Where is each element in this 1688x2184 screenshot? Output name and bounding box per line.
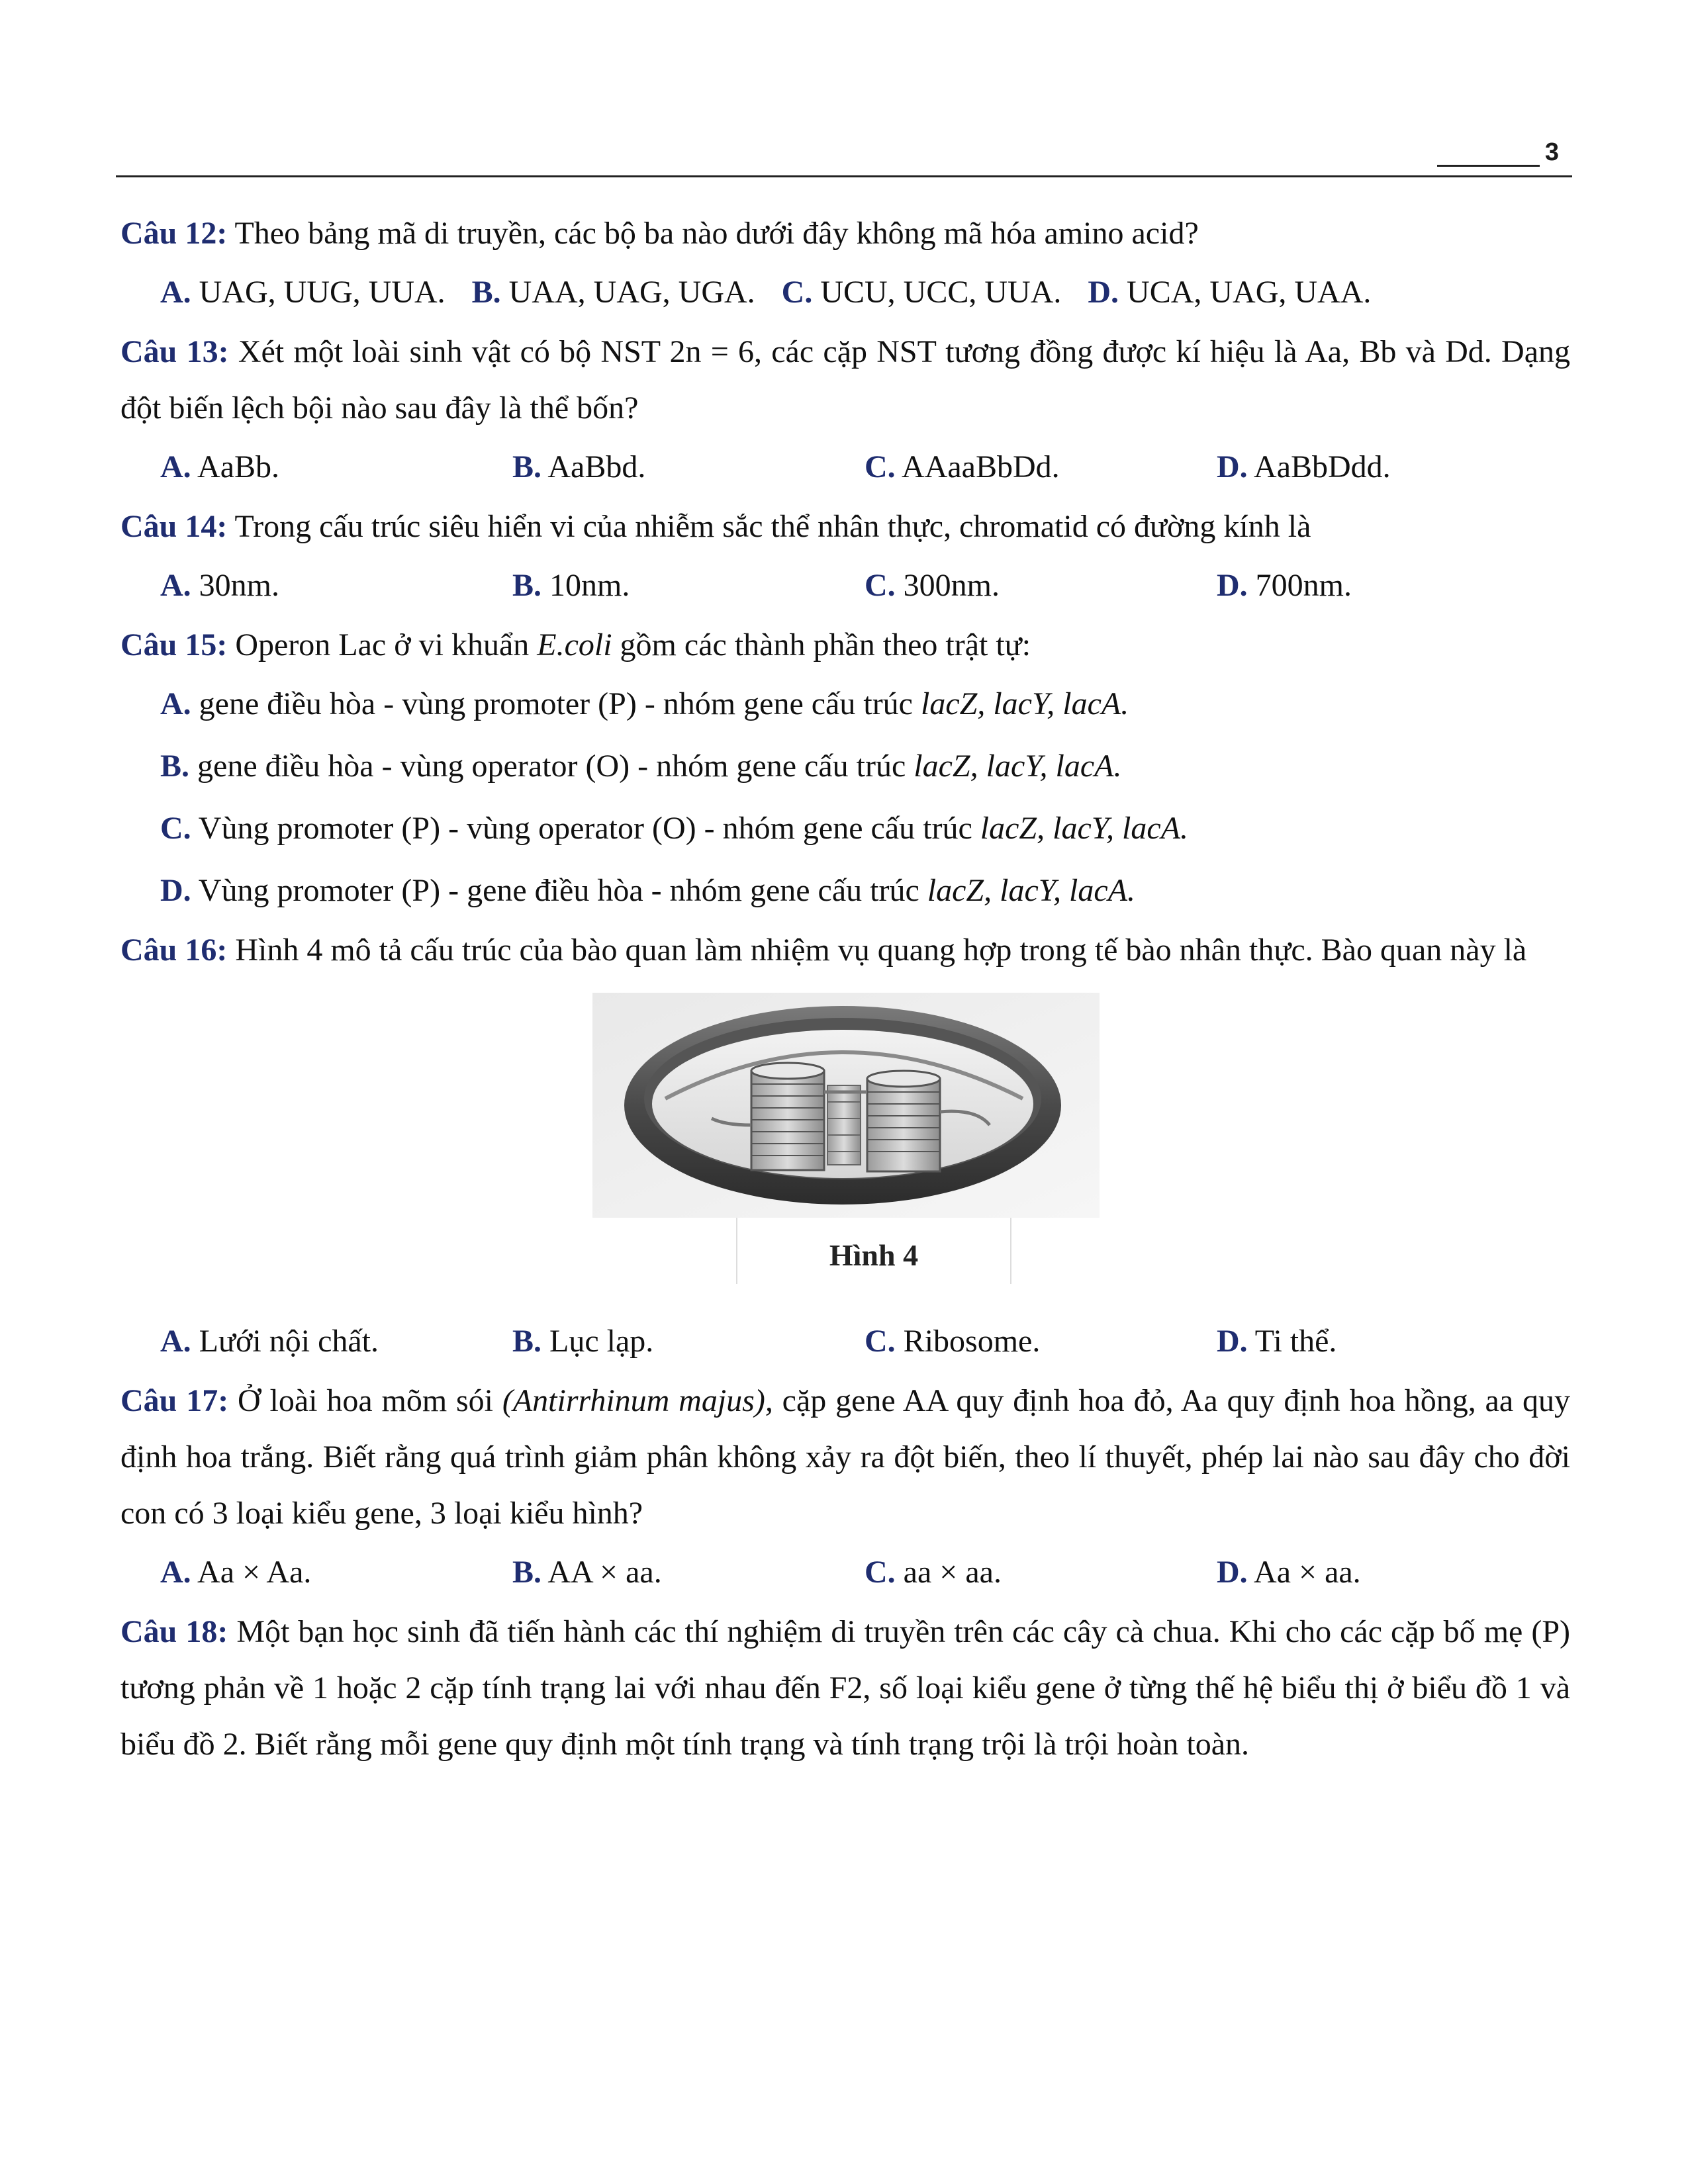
question-16: Câu 16: Hình 4 mô tả cấu trúc của bào quan làm nhiệm vụ quang hợp trong tế bào nhân thực. Bào quan này là [120, 933, 1527, 968]
option-a[interactable]: A. Aa × Aa. [160, 1555, 312, 1590]
option-c[interactable]: C. AAaaBbDd. [865, 449, 1060, 484]
question-17: Câu 17: Ở loài hoa mõm sói (Antirrhinum majus), cặp gene AA quy định hoa đỏ, Aa quy định hoa hồng, aa quy định hoa trắng. Biết rằng quá trình giảm phân không xảy ra đột biến, theo lí thuyết, phép lai nào sau đây cho đời con có 3 loại kiểu gene, 3 loại kiểu hình? [120, 1383, 1571, 1531]
question-18: Câu 18: Một bạn học sinh đã tiến hành các thí nghiệm di truyền trên các cây cà chua. Khi cho các cặp bố mẹ (P) tương phản về 1 hoặc 2 cặp tính trạng lai với nhau đến F2, số loại kiểu gene ở từng thế hệ biểu thị ở biểu đồ 1 và biểu đồ 2. Biết rằng mỗi gene quy định một tính trạng và tính trạng trội là trội hoàn toàn. [120, 1614, 1571, 1762]
option-d[interactable]: D. Aa × aa. [1217, 1555, 1361, 1590]
option-c[interactable]: C. 300nm. [865, 568, 1000, 603]
page-number: 3 [1437, 138, 1559, 167]
question-14-options [120, 555, 1570, 617]
question-content [120, 205, 1570, 1772]
option-c[interactable]: C. UCU, UCC, UUA. [781, 275, 1062, 310]
question-12: Câu 12: Theo bảng mã di truyền, các bộ ba nào dưới đây không mã hóa amino acid? [120, 216, 1199, 251]
figure-caption: Hình 4 [829, 1238, 919, 1272]
option-c[interactable]: C. Vùng promoter (P) - vùng operator (O) - nhóm gene cấu trúc lacZ, lacY, lacA. [160, 811, 1189, 846]
option-b[interactable]: B. AA × aa. [512, 1555, 662, 1590]
granum-left [751, 1063, 824, 1170]
question-16-options [120, 1310, 1570, 1373]
option-d[interactable]: D. 700nm. [1217, 568, 1352, 603]
option-d[interactable]: D. Vùng promoter (P) - gene điều hòa - nhóm gene cấu trúc lacZ, lacY, lacA. [160, 873, 1136, 908]
option-b[interactable]: B. Lục lạp. [512, 1324, 654, 1359]
page-header [116, 136, 1572, 177]
question-17-options [120, 1541, 1570, 1604]
question-13-options [120, 436, 1570, 498]
option-d[interactable]: D. Ti thể. [1217, 1324, 1337, 1359]
option-a[interactable]: A. gene điều hòa - vùng promoter (P) - nhóm gene cấu trúc lacZ, lacY, lacA. [160, 686, 1129, 721]
option-b[interactable]: B. UAA, UAG, UGA. [471, 275, 755, 310]
question-12-options [120, 261, 1570, 324]
option-a[interactable]: A. Lưới nội chất. [160, 1324, 379, 1359]
option-a[interactable]: A. UAG, UUG, UUA. [160, 275, 445, 310]
question-13: Câu 13: Xét một loài sinh vật có bộ NST 2n = 6, các cặp NST tương đồng được kí hiệu là Aa, Bb và Dd. Dạng đột biến lệch bội nào sau đây là thể bốn? [120, 334, 1571, 426]
option-b[interactable]: B. AaBbd. [512, 449, 646, 484]
option-d[interactable]: D. UCA, UAG, UAA. [1088, 275, 1372, 310]
granum-right [867, 1071, 940, 1171]
option-a[interactable]: A. AaBb. [160, 449, 280, 484]
option-b[interactable]: B. gene điều hòa - vùng operator (O) - nhóm gene cấu trúc lacZ, lacY, lacA. [160, 749, 1122, 784]
option-c[interactable]: C. aa × aa. [865, 1555, 1002, 1590]
option-c[interactable]: C. Ribosome. [865, 1324, 1041, 1359]
granum-center [827, 1085, 861, 1165]
question-15: Câu 15: Operon Lac ở vi khuẩn E.coli gồm các thành phần theo trật tự: [120, 627, 1031, 662]
chloroplast-illustration [592, 993, 1100, 1218]
option-a[interactable]: A. 30nm. [160, 568, 280, 603]
figure-4 [120, 993, 1570, 1304]
option-d[interactable]: D. AaBbDdd. [1217, 449, 1391, 484]
option-b[interactable]: B. 10nm. [512, 568, 630, 603]
figure-caption-box [736, 1218, 1011, 1284]
question-14: Câu 14: Trong cấu trúc siêu hiển vi của nhiễm sắc thể nhân thực, chromatid có đường kính là [120, 509, 1311, 544]
